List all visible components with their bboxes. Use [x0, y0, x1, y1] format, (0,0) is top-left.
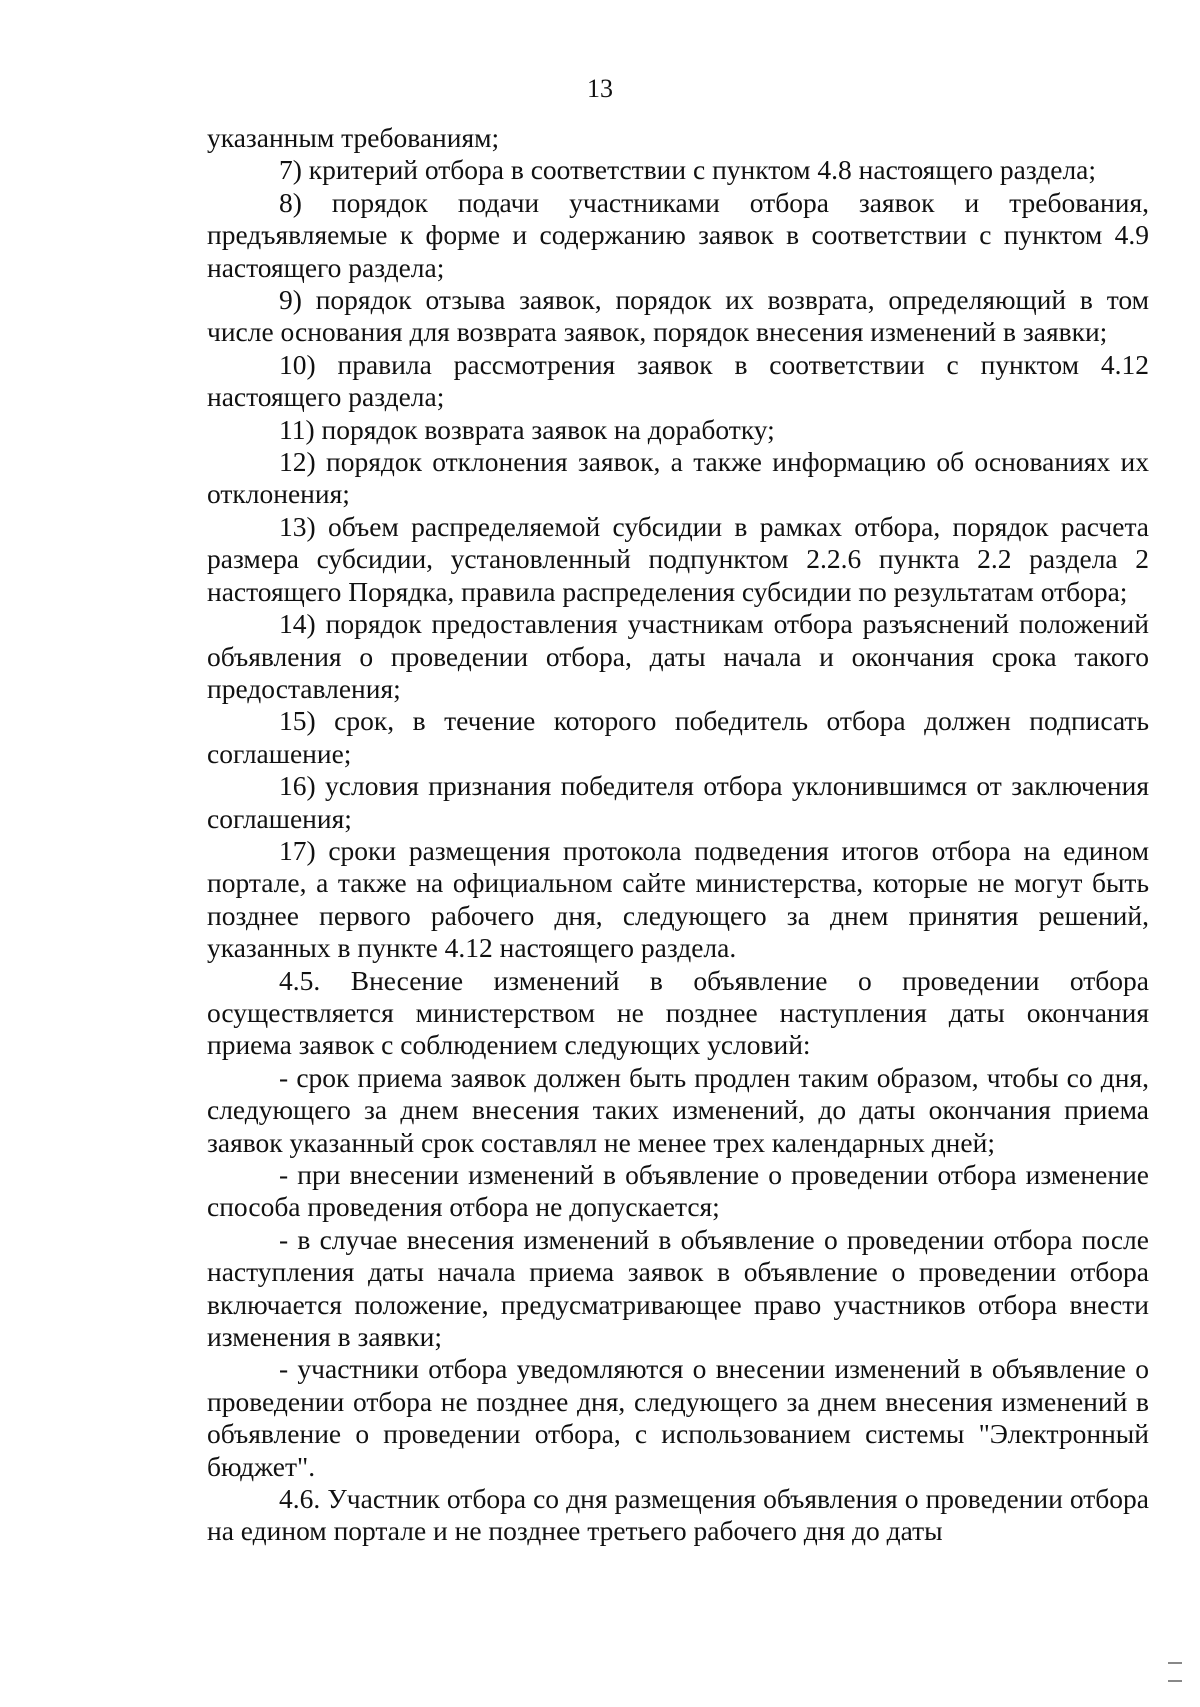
clause-4-5: 4.5. Внесение изменений в объявление о проведении отбора осуществляется министерством не позднее наступления даты окончания приема заявок с соблюдением следующих условий:	[207, 964, 1149, 1061]
list-item-17: 17) сроки размещения протокола подведения итогов отбора на едином портале, а также на официальном сайте министерства, которые не могут быть позднее первого рабочего дня, следующего за днем принятия решений, указанных в пункте 4.12 настоящего раздела.	[207, 834, 1149, 964]
list-item-12: 12) порядок отклонения заявок, а также информацию об основаниях их отклонения;	[207, 446, 1149, 510]
list-item-11: 11) порядок возврата заявок на доработку;	[279, 413, 775, 445]
list-item-7: 7) критерий отбора в соответствии с пунктом 4.8 настоящего раздела;	[279, 154, 1097, 186]
clause-4-6: 4.6. Участник отбора со дня размещения объявления о проведении отбора на едином портале и не позднее третьего рабочего дня до даты	[207, 1483, 1149, 1547]
scan-edge-mark	[1168, 1680, 1182, 1682]
paragraph-continuation: указанным требованиям;	[207, 122, 500, 153]
list-item-15: 15) срок, в течение которого победитель отбора должен подписать соглашение;	[207, 705, 1149, 769]
list-item-9: 9) порядок отзыва заявок, порядок их возврата, определяющий в том числе основания для возврата заявок, порядок внесения изменений в заявки;	[207, 284, 1149, 348]
condition-item: - участники отбора уведомляются о внесении изменений в объявление о проведении отбора не позднее дня, следующего за днем внесения изменений в объявление о проведении отбора, с использованием системы "Электронный бюджет".	[207, 1353, 1149, 1482]
list-item-16: 16) условия признания победителя отбора уклонившимся от заключения соглашения;	[207, 770, 1149, 834]
list-item-14: 14) порядок предоставления участникам отбора разъяснений положений объявления о проведении отбора, даты начала и окончания срока такого предоставления;	[207, 608, 1149, 704]
page-number: 13	[587, 74, 613, 103]
list-item-13: 13) объем распределяемой субсидии в рамках отбора, порядок расчета размера субсидии, установленный подпунктом 2.2.6 пункта 2.2 раздела 2 настоящего Порядка, правила распределения субсидии по результатам отбора;	[207, 510, 1149, 607]
list-item-8: 8) порядок подачи участниками отбора заявок и требования, предъявляемые к форме и содержанию заявок в соответствии с пунктом 4.9 настоящего раздела;	[207, 186, 1149, 283]
scan-edge-mark	[1168, 1662, 1182, 1664]
list-item-10: 10) правила рассмотрения заявок в соответствии с пунктом 4.12 настоящего раздела;	[207, 348, 1149, 413]
condition-item: - в случае внесения изменений в объявление о проведении отбора после наступления даты начала приема заявок в объявление о проведении отбора включается положение, предусматривающее право участников отбора внести изменения в заявки;	[207, 1223, 1149, 1353]
condition-item: - при внесении изменений в объявление о проведении отбора изменение способа проведения отбора не допускается;	[207, 1159, 1149, 1223]
condition-item: - срок приема заявок должен быть продлен таким образом, чтобы со дня, следующего за днем внесения таких изменений, до даты окончания приема заявок указанный срок составлял не менее трех календарных дней;	[207, 1061, 1149, 1158]
document-body	[207, 122, 1149, 1548]
